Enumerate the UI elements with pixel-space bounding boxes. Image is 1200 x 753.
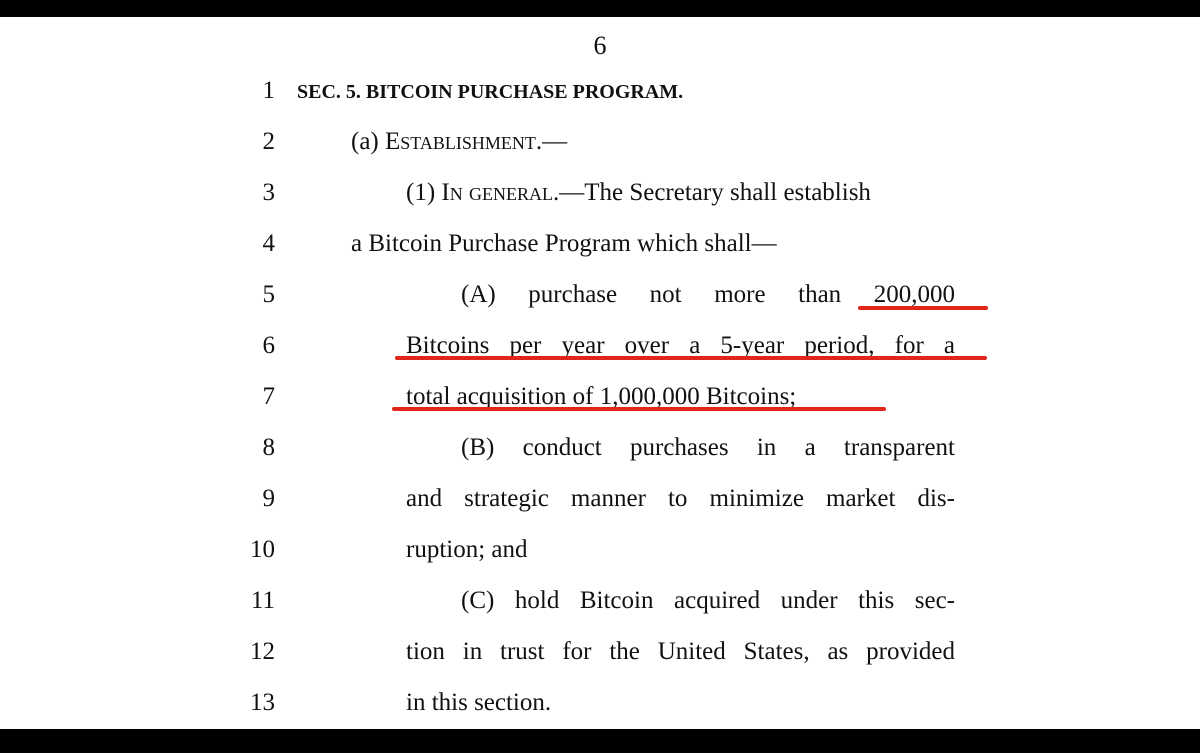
line-text: and strategic manner to minimize market dis- [406, 485, 955, 512]
section-heading: SEC. 5. BITCOIN PURCHASE PROGRAM. [297, 81, 684, 103]
line-text: (A) purchase not more than 200,000 [461, 281, 955, 308]
line-text-smallcaps: Establishment [385, 128, 536, 155]
line-8 [0, 434, 1200, 474]
line-5 [0, 281, 1200, 321]
line-number: 3 [262, 179, 275, 206]
line-4 [0, 230, 1200, 270]
line-number: 6 [262, 332, 275, 359]
red-underline-annotation [392, 407, 886, 411]
page-number: 6 [593, 31, 607, 60]
line-text: Bitcoins per year over a 5-year period, for a [406, 332, 955, 359]
line-number: 5 [262, 281, 275, 308]
line-text: (B) conduct purchases in a transparent [461, 434, 955, 461]
line-7 [0, 383, 1200, 423]
line-9 [0, 485, 1200, 525]
line-number: 2 [262, 128, 275, 155]
red-underline-annotation [395, 356, 987, 360]
line-text-smallcaps: In general [441, 179, 553, 206]
line-text: .— [535, 128, 568, 155]
line-text: .—The Secretary shall establish [552, 179, 871, 206]
line-text: a Bitcoin Purchase Program which shall— [351, 230, 777, 257]
line-2 [0, 128, 1200, 168]
line-number: 7 [262, 383, 275, 410]
line-number: 4 [262, 230, 275, 257]
red-underline-annotation [858, 306, 988, 310]
line-text: ruption; and [406, 536, 528, 563]
line-text: (C) hold Bitcoin acquired under this sec- [461, 587, 955, 614]
line-10 [0, 536, 1200, 576]
line-number: 10 [250, 536, 275, 563]
line-1 [0, 77, 1200, 117]
line-text: tion in trust for the United States, as provided [406, 638, 955, 665]
document-page [0, 17, 1200, 729]
line-text: in this section. [406, 689, 552, 716]
line-number: 1 [262, 77, 275, 104]
line-number: 9 [262, 485, 275, 512]
line-number: 12 [250, 638, 275, 665]
line-text: total acquisition of 1,000,000 Bitcoins; [406, 383, 797, 410]
line-3 [0, 179, 1200, 219]
paragraph-heading [406, 179, 871, 207]
line-number: 11 [250, 587, 275, 614]
line-12 [0, 638, 1200, 678]
line-number: 13 [250, 689, 275, 716]
line-text: (a) [351, 128, 385, 155]
line-13 [0, 689, 1200, 729]
subsection-heading [351, 128, 567, 156]
line-number: 8 [262, 434, 275, 461]
line-6 [0, 332, 1200, 372]
line-text: (1) [406, 179, 442, 206]
line-11 [0, 587, 1200, 627]
